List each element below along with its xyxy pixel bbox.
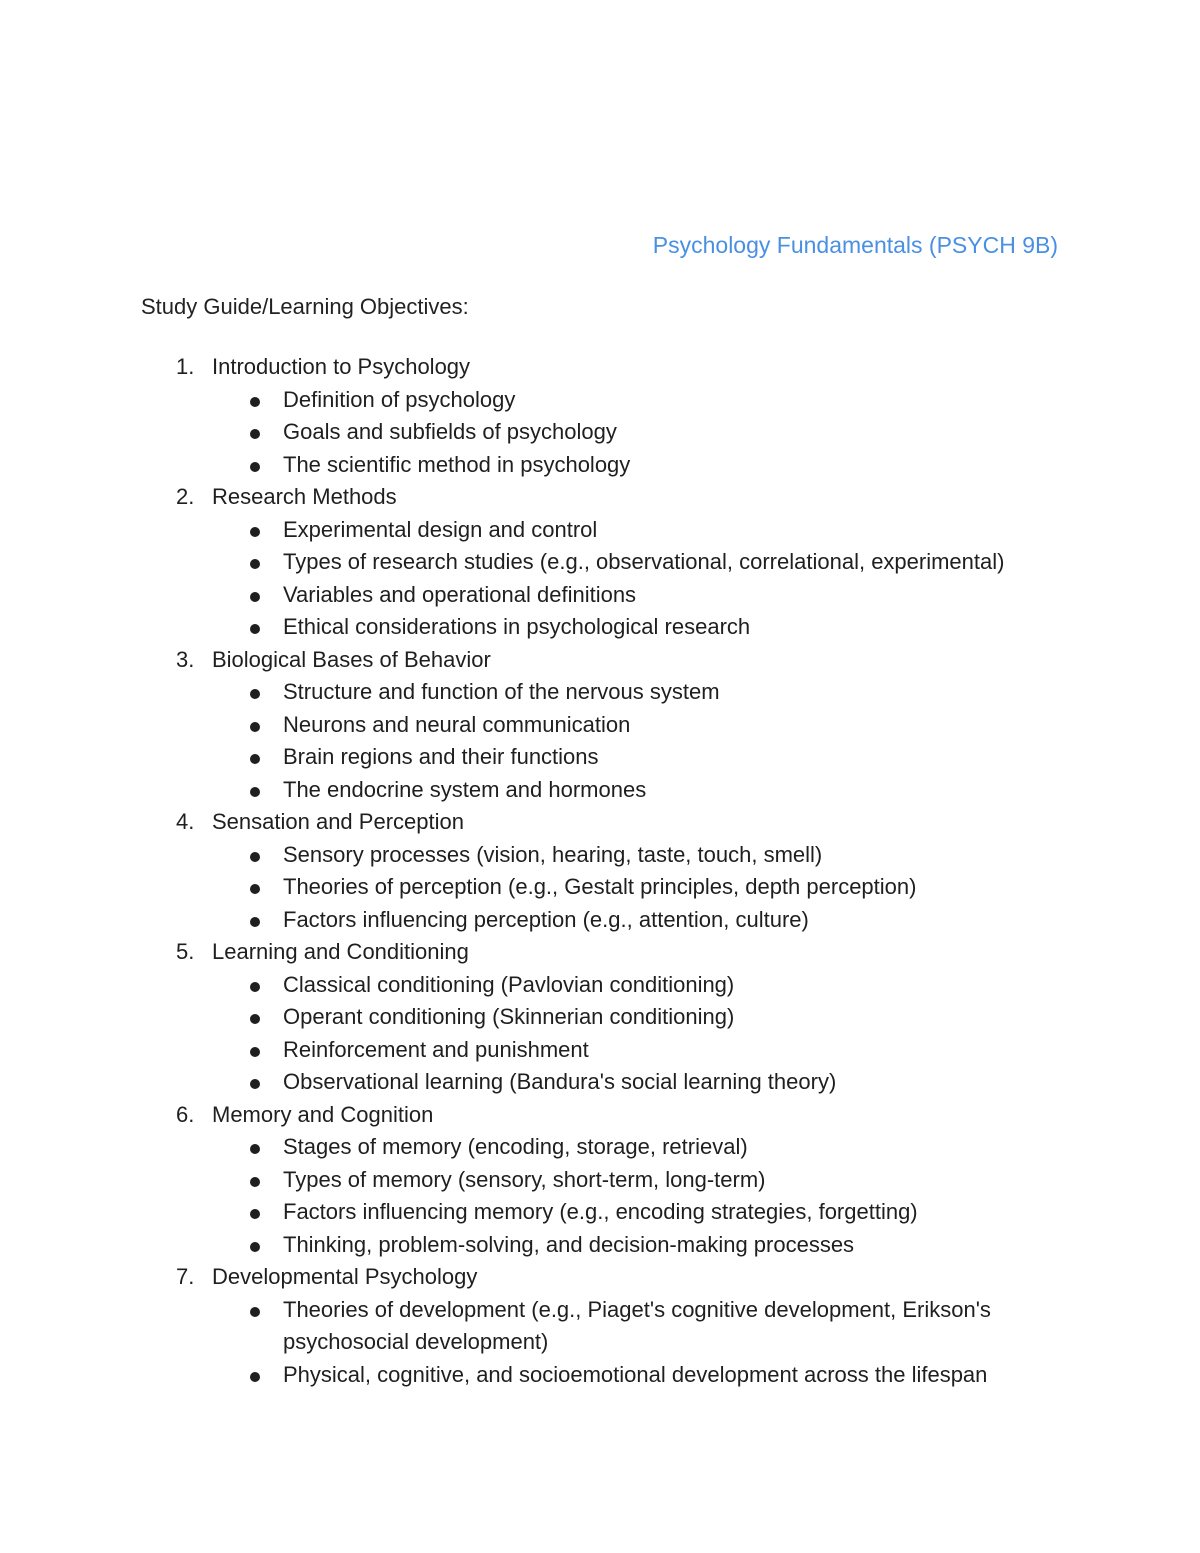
list-item bbox=[0, 611, 1200, 644]
list-item bbox=[0, 904, 1200, 937]
bullet-icon bbox=[250, 1209, 260, 1219]
list-item-text: Brain regions and their functions bbox=[283, 744, 599, 769]
section-number: 2. bbox=[176, 484, 195, 509]
list-item-text: Neurons and neural communication bbox=[283, 711, 631, 737]
list-item-text: Variables and operational definitions bbox=[283, 581, 637, 607]
list-item bbox=[0, 514, 1200, 547]
section-heading bbox=[0, 1261, 1200, 1294]
bullet-icon bbox=[250, 1014, 260, 1024]
list-item bbox=[0, 741, 1200, 774]
section-number: 3. bbox=[176, 646, 195, 672]
list-item-text: Classical conditioning (Pavlovian conditioning) bbox=[283, 971, 735, 997]
bullet-icon bbox=[250, 884, 260, 894]
bullet-icon bbox=[250, 1307, 260, 1317]
section-title: Memory and Cognition bbox=[212, 1101, 434, 1127]
section-heading bbox=[0, 351, 1200, 384]
section-heading bbox=[0, 1099, 1200, 1132]
bullet-icon bbox=[250, 754, 260, 764]
outline-section bbox=[0, 481, 1200, 644]
outline-section bbox=[0, 806, 1200, 936]
outline-section bbox=[0, 351, 1200, 481]
bullet-icon bbox=[250, 1144, 260, 1154]
list-item-text: Factors influencing memory (e.g., encoding strategies, forgetting) bbox=[283, 1199, 918, 1224]
bullet-icon bbox=[250, 429, 260, 439]
list-item-text: Structure and function of the nervous system bbox=[283, 679, 720, 704]
section-number: 6. bbox=[176, 1101, 195, 1127]
bullet-icon bbox=[250, 397, 260, 407]
outline-section bbox=[0, 1099, 1200, 1262]
list-item-text: The endocrine system and hormones bbox=[283, 776, 647, 802]
list-item bbox=[0, 449, 1200, 482]
bullet-icon bbox=[250, 1242, 260, 1252]
bullet-icon bbox=[250, 787, 260, 797]
section-heading bbox=[0, 644, 1200, 677]
bullet-icon bbox=[250, 462, 260, 472]
list-item-text: Theories of development (e.g., Piaget's cognitive development, Erikson's psychosocial development) bbox=[283, 1296, 991, 1354]
bullet-icon bbox=[250, 527, 260, 537]
section-number: 7. bbox=[176, 1264, 195, 1289]
section-heading bbox=[0, 806, 1200, 839]
list-item bbox=[0, 1131, 1200, 1164]
outline-section bbox=[0, 936, 1200, 1099]
list-item bbox=[0, 1034, 1200, 1067]
section-heading bbox=[0, 481, 1200, 514]
list-item bbox=[0, 709, 1200, 742]
bullet-icon bbox=[250, 852, 260, 862]
list-item-text: Sensory processes (vision, hearing, taste, touch, smell) bbox=[283, 841, 823, 867]
bullet-icon bbox=[250, 1177, 260, 1187]
bullet-icon bbox=[250, 624, 260, 634]
list-item-text: Operant conditioning (Skinnerian conditioning) bbox=[283, 1004, 735, 1029]
list-item-text: Definition of psychology bbox=[283, 386, 516, 412]
outline-section bbox=[0, 644, 1200, 807]
section-title: Introduction to Psychology bbox=[212, 354, 471, 379]
study-guide-heading: Study Guide/Learning Objectives: bbox=[141, 294, 469, 319]
list-item-text: Observational learning (Bandura's social learning theory) bbox=[283, 1069, 837, 1094]
bullet-icon bbox=[250, 982, 260, 992]
bullet-icon bbox=[250, 689, 260, 699]
list-item-text: Physical, cognitive, and socioemotional development across the lifespan bbox=[283, 1361, 988, 1387]
list-item bbox=[0, 1164, 1200, 1197]
list-item bbox=[0, 839, 1200, 872]
section-heading bbox=[0, 936, 1200, 969]
list-item-text: Experimental design and control bbox=[283, 516, 598, 542]
section-number: 4. bbox=[176, 809, 195, 834]
list-item bbox=[0, 871, 1200, 904]
list-item bbox=[0, 546, 1200, 579]
list-item-text: Types of memory (sensory, short-term, long-term) bbox=[283, 1166, 766, 1192]
list-item-text: Theories of perception (e.g., Gestalt principles, depth perception) bbox=[283, 874, 917, 899]
learning-objectives-outline bbox=[0, 351, 1200, 1391]
list-item bbox=[0, 774, 1200, 807]
bullet-icon bbox=[250, 592, 260, 602]
bullet-icon bbox=[250, 1372, 260, 1382]
section-title: Biological Bases of Behavior bbox=[212, 646, 491, 672]
list-item bbox=[0, 384, 1200, 417]
list-item bbox=[0, 676, 1200, 709]
section-title: Sensation and Perception bbox=[212, 809, 464, 834]
list-item-text: Thinking, problem-solving, and decision-making processes bbox=[283, 1231, 855, 1257]
list-item-text: The scientific method in psychology bbox=[283, 451, 631, 477]
section-title: Learning and Conditioning bbox=[212, 939, 469, 964]
outline-section bbox=[0, 1261, 1200, 1391]
list-item bbox=[0, 1359, 1200, 1392]
list-item-text: Factors influencing perception (e.g., attention, culture) bbox=[283, 906, 809, 932]
bullet-icon bbox=[250, 559, 260, 569]
list-item-text: Types of research studies (e.g., observational, correlational, experimental) bbox=[283, 549, 1005, 574]
bullet-icon bbox=[250, 1079, 260, 1089]
list-item-text: Ethical considerations in psychological research bbox=[283, 614, 751, 639]
section-number: 1. bbox=[176, 354, 195, 379]
section-number: 5. bbox=[176, 939, 195, 964]
list-item bbox=[0, 1001, 1200, 1034]
list-item bbox=[0, 1229, 1200, 1262]
list-item bbox=[0, 1196, 1200, 1229]
list-item bbox=[0, 1066, 1200, 1099]
list-item-text: Goals and subfields of psychology bbox=[283, 419, 617, 444]
list-item-text: Stages of memory (encoding, storage, retrieval) bbox=[283, 1134, 748, 1159]
list-item bbox=[0, 579, 1200, 612]
list-item-text: Reinforcement and punishment bbox=[283, 1036, 589, 1062]
bullet-icon bbox=[250, 1047, 260, 1057]
list-item bbox=[0, 969, 1200, 1002]
section-title: Research Methods bbox=[212, 484, 397, 509]
list-item bbox=[0, 416, 1200, 449]
bullet-icon bbox=[250, 917, 260, 927]
section-title: Developmental Psychology bbox=[212, 1264, 478, 1289]
course-title: Psychology Fundamentals (PSYCH 9B) bbox=[652, 232, 1058, 258]
bullet-icon bbox=[250, 722, 260, 732]
list-item bbox=[0, 1294, 1200, 1359]
